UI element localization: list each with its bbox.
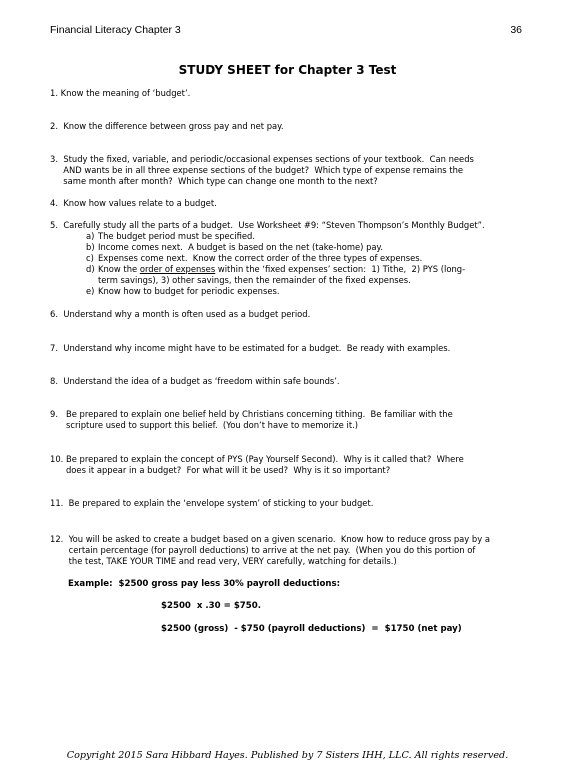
- underlined-phrase: order of expenses: [139, 264, 216, 274]
- example-heading: Example: $2500 gross pay less 30% payroll deductions:: [68, 579, 341, 589]
- example-calculation: $2500 x .30 = $750.: [161, 601, 262, 611]
- study-item-text: same month after month? Which type can change one month to the next?: [50, 176, 378, 186]
- study-item-text: AND wants be in all three expense sections of the budget? Which type of expense remains the: [50, 165, 464, 175]
- sub-item-d: d) Know the order of expenses within the ‘fixed expenses’ section: 1) Tithe, 2) PYS (long-: [86, 264, 466, 274]
- study-item-text: 8. Understand the idea of a budget as ‘freedom within safe bounds’.: [50, 376, 340, 386]
- sub-list: [86, 231, 530, 297]
- study-item-9: [50, 409, 530, 431]
- study-item-text: 12. You will be asked to create a budget based on a given scenario. Know how to reduce gross pay by a: [50, 534, 490, 544]
- study-item-text: 3. Study the fixed, variable, and periodic/occasional expenses sections of your textbook. Can needs: [50, 154, 474, 164]
- study-item-12: [50, 534, 530, 567]
- study-item-4: [50, 198, 530, 209]
- sub-item-d-continued: term savings), 3) other savings, then the remainder of the fixed expenses.: [98, 275, 411, 285]
- study-item-text: 5. Carefully study all the parts of a budget. Use Worksheet #9: “Steven Thompson’s Monthly Budget”.: [50, 220, 485, 230]
- study-item-text: certain percentage (for payroll deductions) to arrive at the net pay. (When you do this portion of: [50, 545, 476, 555]
- study-item-text: does it appear in a budget? For what will it be used? Why is it so important?: [50, 465, 391, 475]
- study-item-1: [50, 88, 530, 99]
- study-item-7: [50, 343, 530, 354]
- example-result: $2500 (gross) - $750 (payroll deductions) = $1750 (net pay): [161, 624, 462, 634]
- sub-item-e: e) Know how to budget for periodic expenses.: [86, 286, 280, 296]
- study-item-2: [50, 121, 530, 132]
- sub-item-c: c) Expenses come next. Know the correct order of the three types of expenses.: [86, 253, 423, 263]
- study-item-10: [50, 454, 530, 476]
- study-item-text: 7. Understand why income might have to be estimated for a budget. Be ready with examples.: [50, 343, 451, 353]
- study-item-text: 11. Be prepared to explain the ‘envelope system’ of sticking to your budget.: [50, 498, 374, 508]
- study-item-5: [50, 220, 530, 297]
- header-page-number: 36: [510, 24, 522, 36]
- study-item-text: 2. Know the difference between gross pay and net pay.: [50, 121, 284, 131]
- study-item-6: [50, 309, 530, 320]
- sub-item-a: a) The budget period must be specified.: [86, 231, 256, 241]
- study-item-text: 10. Be prepared to explain the concept of PYS (Pay Yourself Second). Why is it called that? Where: [50, 454, 464, 464]
- copyright-footer: Copyright 2015 Sara Hibbard Hayes. Published by 7 Sisters IHH, LLC. All rights reserved.: [66, 750, 509, 761]
- study-item-3: [50, 154, 530, 187]
- page-title: STUDY SHEET for Chapter 3 Test: [178, 63, 397, 77]
- header-course-title: Financial Literacy Chapter 3: [50, 24, 181, 36]
- sub-item-b: b) Income comes next. A budget is based on the net (take-home) pay.: [86, 242, 383, 252]
- study-item-text: the test, TAKE YOUR TIME and read very, VERY carefully, watching for details.): [50, 556, 397, 566]
- study-item-text: 6. Understand why a month is often used as a budget period.: [50, 309, 311, 319]
- study-item-text: 1. Know the meaning of ‘budget’.: [50, 88, 191, 98]
- study-item-text: 4. Know how values relate to a budget.: [50, 198, 217, 208]
- study-item-8: [50, 376, 530, 387]
- study-item-text: 9. Be prepared to explain one belief held by Christians concerning tithing. Be familiar with the: [50, 409, 453, 419]
- study-item-text: scripture used to support this belief. (You don’t have to memorize it.): [50, 420, 359, 430]
- study-item-11: [50, 498, 530, 509]
